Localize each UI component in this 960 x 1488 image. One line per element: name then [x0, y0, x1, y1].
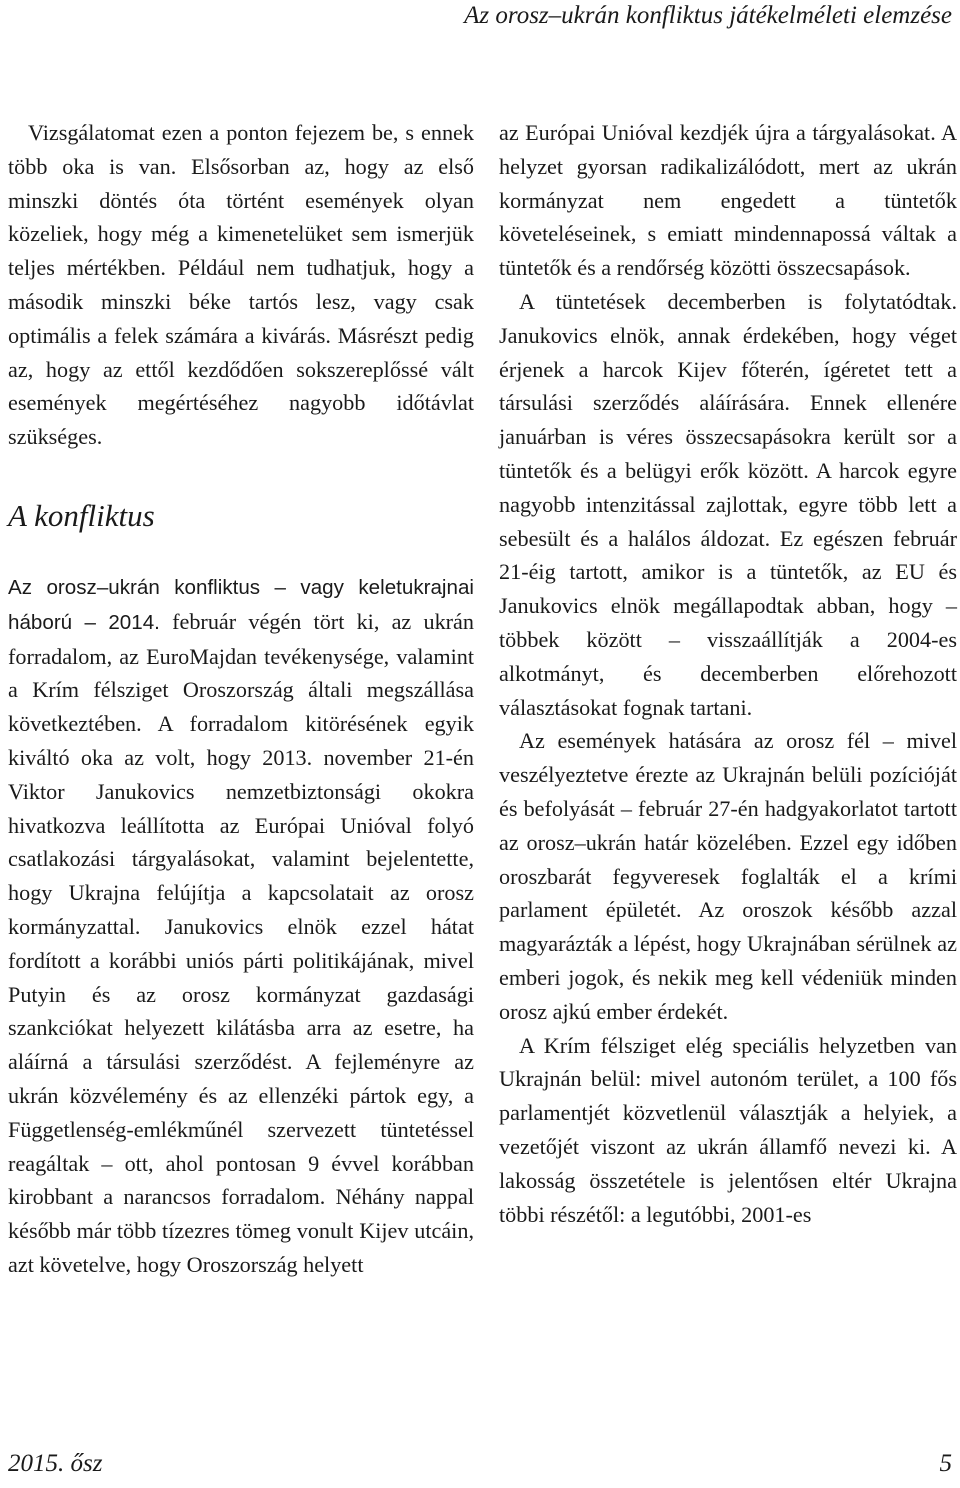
- right-column: [499, 116, 957, 1231]
- paragraph: A Krím félsziget elég speciális helyzetben van Ukrajnán belül: mivel autonóm terület, a 100 fős parlamentjét közvetlenül választják a helyiek, a vezetőjét viszont az ukrán államfő nevezi ki. A lakosság összetétele is jelentősen eltér Ukrajna többi részétől: a legutóbbi, 2001-es: [499, 1032, 957, 1227]
- paragraph: A tüntetések decemberben is folytatódtak. Janukovics elnök, annak érdekében, hogy véget érjenek a harcok Kijev főterén, ígéretet tett a társulási szerződés aláírására. Ennek ellenére januárban is véres összecsapásokra került sor a tüntetők és a belügyi erők között. A harcok egyre nagyobb intenzitással zajlottak, egyre több lett a sebesült és a halálos áldozat. Ez egészen február 21-éig tartott, amikor is a tüntetők, az EU és Janukovics elnök megállapodtak abban, hogy – többek között – visszaállítják a 2004-es alkotmányt, és decemberben előrehozott választásokat fognak tartani.: [499, 288, 957, 720]
- paragraph: [8, 570, 474, 1282]
- page-number: 5: [939, 1450, 952, 1477]
- paragraph-lead: Az orosz–ukrán konfliktus – vagy keletukrajnai háború – 2014.: [8, 575, 474, 634]
- left-column: [8, 116, 474, 1282]
- paragraph: Az események hatására az orosz fél – mivel veszélyeztetve érezte az Ukrajnán belüli pozícióját és befolyását – február 27-én hadgyakorlatot tartott az orosz–ukrán határ közelében. Ezzel egy időben oroszbarát fegyveresek foglalták el a krími parlament épületét. Az oroszok később azzal magyarázták a lépést, hogy Ukrajnában sérülnek az emberi jogok, és nekik meg kell védeniük minden orosz ajkú ember érdekét.: [499, 728, 957, 1024]
- paragraph: az Európai Unióval kezdjék újra a tárgyalásokat. A helyzet gyorsan radikalizálódott, mert az ukrán kormányzat nem engedett a tüntetők követeléseinek, s emiatt mindennapossá váltak a tüntetők és a rendőrség közötti összecsapások.: [499, 120, 957, 281]
- running-header: Az orosz–ukrán konfliktus játékelméleti elemzése: [464, 2, 952, 29]
- section-heading: A konfliktus: [8, 497, 155, 533]
- footer-issue: 2015. ősz: [8, 1450, 103, 1477]
- paragraph-rest: február végén tört ki, az ukrán forradalom, az EuroMajdan tevékenysége, valamint a Krím félsziget Oroszország általi megszállása következtében. A forradalom kitörésének egyik kiváltó oka az volt, hogy 2013. november 21-én Viktor Janukovics nemzetbiztonsági okokra hivatkozva leállította az Európai Unióval folyó csatlakozási tárgyalásokat, valamint bejelentette, hogy Ukrajna felújítja a kapcsolatait az orosz kormányzattal. Janukovics elnök ezzel hátat fordított a korábbi uniós párti politikájának, mivel Putyin és az orosz kormányzat gazdasági szankciókat helyezett kilátásba arra az esetre, ha aláírná a társulási szerződést. A fejleményre az ukrán közvélemény és az ellenzéki pártok egy, a Függetlenség-emlékműnél szervezett tüntetéssel reagáltak – ott, ahol pontosan 9 évvel korábban kirobbant a narancsos forradalom. Néhány nappal később már több tízezres tömeg vonult Kijev utcáin, azt követelve, hogy Oroszország helyett: [8, 608, 475, 1277]
- paragraph: Vizsgálatomat ezen a ponton fejezem be, s ennek több oka is van. Elsősorban az, hogy az első minszki döntés óta történt események olyan közeliek, hogy még a kimenetelüket sem ismerjük teljes mértékben. Például nem tudhatjuk, hogy a második minszki béke tartós lesz, vagy csak optimális a felek számára a kivárás. Másrészt pedig az, hogy az ettől kezdődően sokszereplőssé vált események megértéséhez nagyobb időtávlat szükséges.: [8, 120, 474, 450]
